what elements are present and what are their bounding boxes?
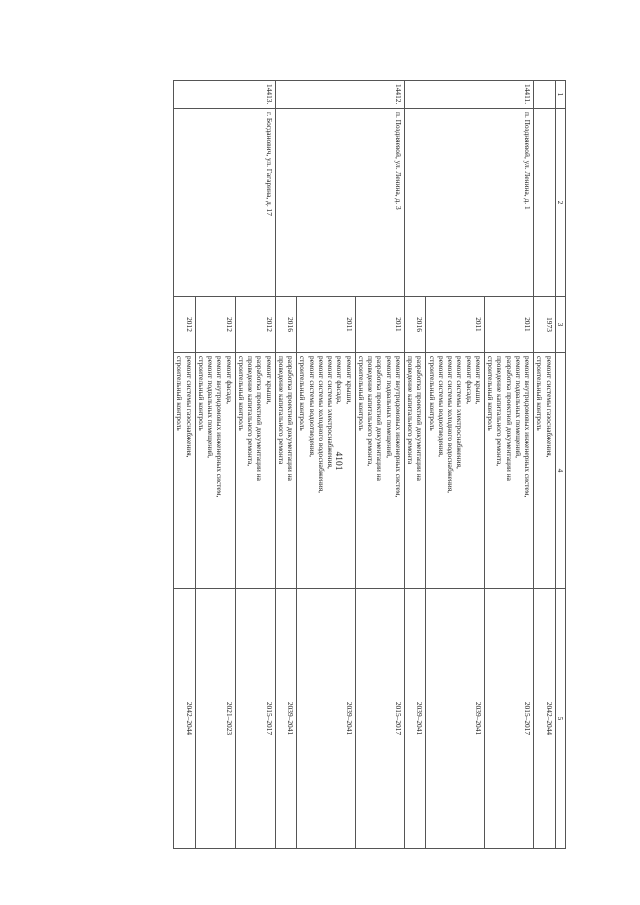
work-item: ремонт фасада,: [464, 356, 474, 404]
work-item: ремонт подвальных помещений,: [514, 356, 523, 458]
period-cell: 2015–2017: [485, 589, 534, 849]
year-cell: 2012: [174, 297, 196, 353]
work-item: ремонт системы газоснабжения,: [184, 356, 194, 458]
work-item: разработка проектной документации на: [286, 356, 296, 481]
table-row: [485, 81, 534, 849]
row-number-cell: 14411.: [405, 81, 534, 109]
work-item: ремонт системы электроснабжения,: [455, 356, 465, 469]
work-item: ремонт подвальных помещений,: [206, 356, 216, 458]
work-item: ремонт фасада,: [335, 356, 345, 404]
page-number: 4101: [333, 451, 343, 471]
works-cell: [297, 353, 356, 589]
work-item: ремонт внутридомовых инженерных систем,: [215, 356, 225, 498]
works-cell: [485, 353, 534, 589]
period-cell: 2015–2017: [235, 589, 275, 849]
work-item: разработка проектной документации на: [375, 356, 385, 481]
work-item: проведение капитального ремонта,: [495, 356, 505, 467]
work-item: строительный контроль: [197, 356, 206, 431]
work-item: строительный контроль: [535, 356, 545, 431]
work-item: проведение капитального ремонта: [406, 356, 416, 465]
work-item: строительный контроль: [486, 356, 496, 431]
year-cell: 2012: [235, 297, 275, 353]
table-row: [355, 81, 404, 849]
works-cell: [174, 353, 196, 589]
header-cell: 2: [555, 109, 565, 297]
period-cell: 2039–2041: [297, 589, 356, 849]
work-item: проведение капитального ремонта,: [246, 356, 256, 467]
header-cell: 5: [555, 589, 565, 849]
year-cell: 1973: [534, 297, 556, 353]
works-cell: [275, 353, 297, 589]
address-cell: п. Поздняевой, ул. Ленина, д. 1: [405, 109, 534, 297]
period-cell: 2042–2044: [174, 589, 196, 849]
year-cell: 2011: [485, 297, 534, 353]
works-cell: [195, 353, 235, 589]
year-cell: 2011: [297, 297, 356, 353]
work-item: разработка проектной документации на: [415, 356, 425, 481]
year-cell: 2016: [405, 297, 427, 353]
period-cell: 2039–2041: [405, 589, 427, 849]
year-cell: 2016: [275, 297, 297, 353]
work-item: ремонт системы водоотведения,: [307, 356, 317, 457]
work-item: разработка проектной документации на: [504, 356, 514, 481]
year-cell: 2011: [426, 297, 485, 353]
work-item: ремонт крыши,: [344, 356, 354, 405]
year-cell: 2011: [355, 297, 404, 353]
work-item: строительный контроль: [298, 356, 308, 431]
table-row: [534, 81, 556, 849]
work-item: ремонт фасада,: [224, 356, 234, 404]
period-cell: 2039–2041: [426, 589, 485, 849]
works-cell: [534, 353, 556, 589]
repair-schedule-table: [173, 80, 566, 849]
work-item: строительный контроль: [427, 356, 437, 431]
period-cell: 2039–2041: [275, 589, 297, 849]
table-row: [235, 81, 275, 849]
works-cell: [355, 353, 404, 589]
work-item: ремонт внутридомовых инженерных систем,: [394, 356, 403, 498]
work-item: строительный контроль: [357, 356, 366, 431]
rotated-table-box: [90, 80, 566, 848]
works-cell: [426, 353, 485, 589]
table-body: [174, 81, 566, 849]
works-cell: [405, 353, 427, 589]
work-item: ремонт крыши,: [474, 356, 483, 405]
year-cell: 2012: [195, 297, 235, 353]
header-cell: 1: [555, 81, 565, 109]
work-item: ремонт системы водоотведения,: [437, 356, 446, 457]
work-item: ремонт системы холодного водоснабжения,: [317, 356, 326, 493]
period-cell: 2015–2017: [355, 589, 404, 849]
header-row: [555, 81, 565, 849]
address-cell: г. Богданович, ул. Гагарина, д. 17: [174, 109, 276, 297]
row-number-cell: 14413.: [174, 81, 276, 109]
work-item: разработка проектной документации на: [255, 356, 265, 481]
work-item: ремонт системы электроснабжения,: [326, 356, 336, 469]
work-item: проведение капитального ремонта: [277, 356, 286, 465]
address-cell: п. Поздняевой, ул. Ленина, д. 3: [275, 109, 404, 297]
work-item: ремонт крыши,: [264, 356, 274, 405]
work-item: проведение капитального ремонта,: [366, 356, 376, 467]
work-item: ремонт внутридомовых инженерных систем,: [523, 356, 533, 498]
header-cell: 3: [555, 297, 565, 353]
address-cell: [534, 109, 556, 297]
row-number-cell: 14412.: [275, 81, 404, 109]
row-number-cell: [534, 81, 556, 109]
period-cell: 2042–2044: [534, 589, 556, 849]
work-item: строительный контроль: [237, 356, 246, 431]
work-item: ремонт системы холодного водоснабжения,: [446, 356, 456, 493]
work-item: строительный контроль: [175, 356, 185, 431]
period-cell: 2021–2023: [195, 589, 235, 849]
works-cell: [235, 353, 275, 589]
header-cell: 4: [555, 353, 565, 589]
work-item: ремонт системы газоснабжения,: [544, 356, 554, 458]
work-item: ремонт подвальных помещений,: [384, 356, 394, 458]
